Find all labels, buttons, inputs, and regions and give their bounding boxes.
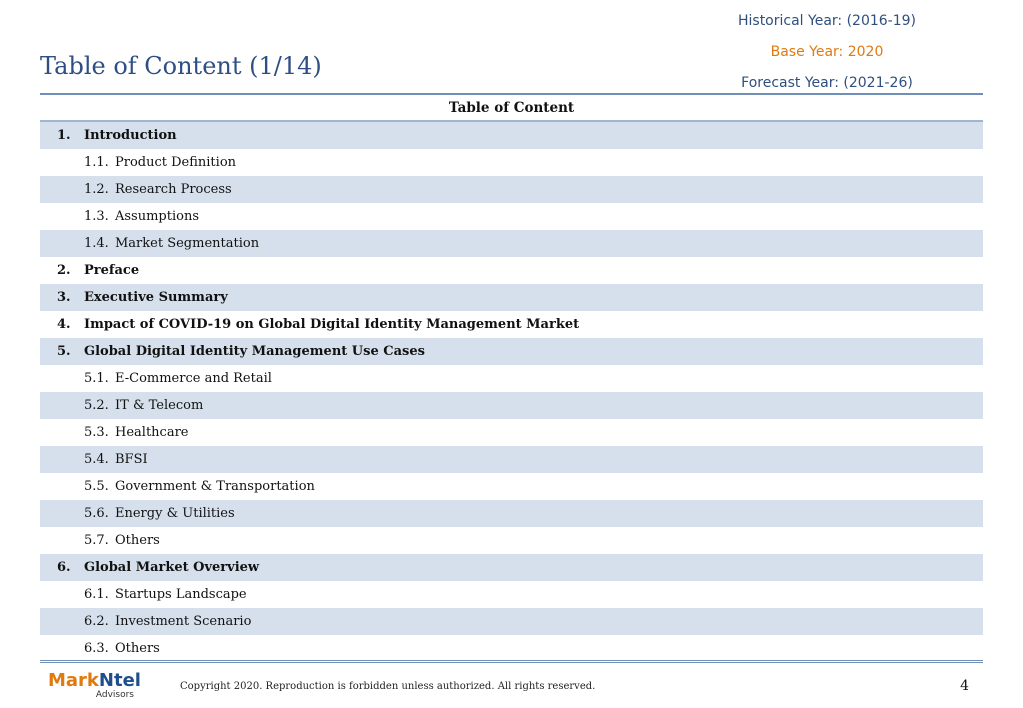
toc-row-text: Global Digital Identity Management Use Cases [84, 344, 425, 359]
toc-row-text: Others [115, 641, 160, 656]
toc-row [40, 392, 983, 419]
base-year: Base Year: 2020 [770, 44, 884, 60]
header-divider [40, 93, 983, 95]
marknel-logo [48, 670, 141, 702]
toc-row-number: 2. [57, 263, 71, 278]
toc-row-text: Introduction [84, 128, 177, 143]
toc-row-number: 1. [57, 128, 71, 143]
toc-row [40, 257, 983, 284]
year-info [717, 10, 937, 103]
toc-row-number: 5. [57, 344, 71, 359]
footer-divider [40, 660, 983, 663]
toc-row-text: Others [115, 533, 160, 548]
toc-row [40, 365, 983, 392]
page-title: Table of Content (1/14) [40, 52, 322, 80]
toc-row [40, 608, 983, 635]
toc-row [40, 338, 983, 365]
toc-row-number: 5.1. [84, 371, 109, 386]
toc-row-text: Global Market Overview [84, 560, 260, 575]
toc-row-number: 6.1. [84, 587, 109, 602]
table-of-content [40, 96, 983, 662]
toc-row-number: 5.3. [84, 425, 109, 440]
toc-row-number: 1.1. [84, 155, 109, 170]
toc-row [40, 581, 983, 608]
toc-row-number: 3. [57, 290, 71, 305]
toc-row [40, 446, 983, 473]
historical-year: Historical Year: (2016-19) [737, 13, 916, 29]
toc-row [40, 122, 983, 149]
toc-heading: Table of Content [40, 96, 983, 122]
toc-row [40, 473, 983, 500]
toc-row [40, 149, 983, 176]
toc-row-number: 5.7. [84, 533, 109, 548]
toc-row-number: 1.4. [84, 236, 109, 251]
toc-row-number: 5.2. [84, 398, 109, 413]
toc-row-text: Healthcare [115, 425, 189, 440]
toc-row-number: 5.5. [84, 479, 109, 494]
toc-row-text: Impact of COVID-19 on Global Digital Identity Management Market [84, 317, 580, 332]
toc-row-number: 5.6. [84, 506, 109, 521]
copyright-text: Copyright 2020. Reproduction is forbidden unless authorized. All rights reserved. [180, 681, 596, 692]
toc-row [40, 527, 983, 554]
toc-row-text: Government & Transportation [115, 479, 315, 494]
toc-row-number: 6. [57, 560, 71, 575]
toc-row-number: 5.4. [84, 452, 109, 467]
toc-row-text: E-Commerce and Retail [115, 371, 272, 386]
toc-row-number: 4. [57, 317, 71, 332]
toc-row-number: 6.3. [84, 641, 109, 656]
toc-row-text: Research Process [115, 182, 232, 197]
toc-row [40, 635, 983, 662]
toc-row-text: Energy & Utilities [115, 506, 235, 521]
toc-row [40, 230, 983, 257]
toc-row [40, 419, 983, 446]
toc-row-text: IT & Telecom [115, 398, 204, 413]
toc-row-number: 1.2. [84, 182, 109, 197]
toc-row-text: Assumptions [115, 209, 200, 224]
toc-row [40, 176, 983, 203]
toc-row-number: 6.2. [84, 614, 109, 629]
toc-row [40, 500, 983, 527]
logo-subtitle: Advisors [95, 690, 134, 700]
toc-row-text: Executive Summary [84, 290, 228, 305]
toc-row [40, 554, 983, 581]
toc-row [40, 203, 983, 230]
toc-row [40, 311, 983, 338]
toc-row-text: BFSI [115, 452, 148, 467]
toc-row-text: Product Definition [115, 155, 237, 170]
toc-row-text: Preface [84, 263, 140, 278]
toc-row-text: Market Segmentation [115, 236, 260, 251]
page-number: 4 [960, 678, 969, 694]
logo-wordmark: MarkNtel [48, 670, 141, 691]
toc-row-number: 1.3. [84, 209, 109, 224]
toc-row [40, 284, 983, 311]
toc-row-text: Startups Landscape [115, 587, 247, 602]
forecast-year: Forecast Year: (2021-26) [741, 75, 913, 91]
toc-row-text: Investment Scenario [115, 614, 252, 629]
toc-rows [40, 122, 983, 662]
